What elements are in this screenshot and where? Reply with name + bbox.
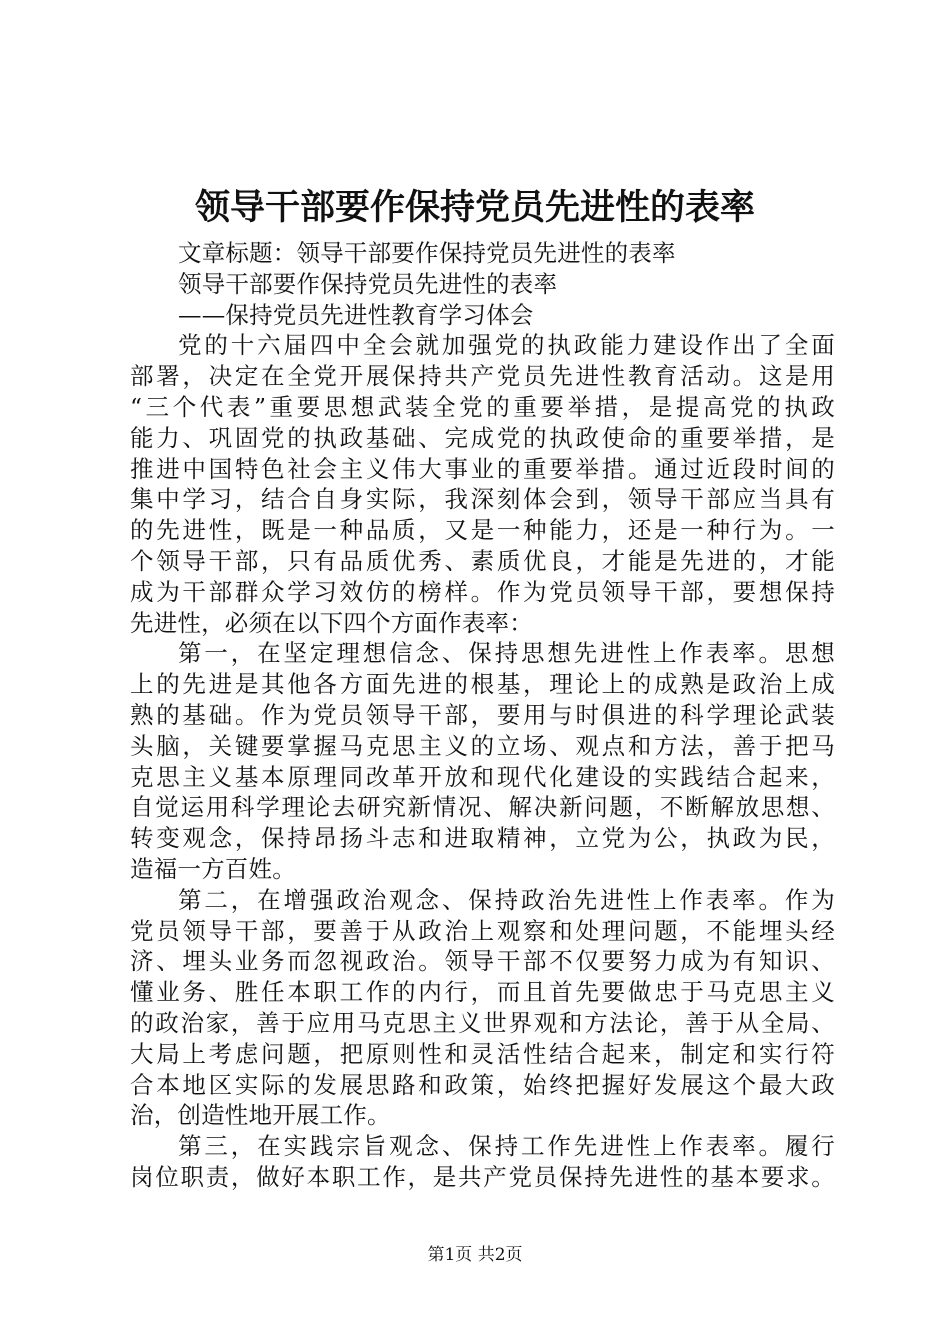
paragraph-line: 集中学习，结合自身实际，我深刻体会到，领导干部应当具有 [130, 485, 835, 514]
paragraph-line: 先进性，必须在以下四个方面作表率： [130, 608, 533, 637]
paragraph-line: 第二，在增强政治观念、保持政治先进性上作表率。作为 [178, 885, 835, 914]
paragraph-line: 上的先进是其他各方面先进的根基，理论上的成熟是政治上成 [130, 670, 835, 699]
header-line-article-title: 文章标题：领导干部要作保持党员先进性的表率 [178, 239, 676, 267]
paragraph-line: 济、埋头业务而忽视政治。领导干部不仅要努力成为有知识、 [130, 947, 835, 976]
paragraph-line: 合本地区实际的发展思路和政策，始终把握好发展这个最大政 [130, 1070, 835, 1099]
paragraph-line: 党员领导干部，要善于从政治上观察和处理问题，不能埋头经 [130, 916, 835, 945]
paragraph-line: 克思主义基本原理同改革开放和现代化建设的实践结合起来， [130, 762, 835, 791]
paragraph-line: 转变观念，保持昂扬斗志和进取精神，立党为公，执政为民， [130, 824, 835, 853]
paragraph-line: 治，创造性地开展工作。 [130, 1101, 391, 1130]
document-title: 领导干部要作保持党员先进性的表率 [194, 187, 755, 228]
paragraph-line: “三个代表”重要思想武装全党的重要举措，是提高党的执政 [130, 392, 835, 421]
paragraph-line: 大局上考虑问题，把原则性和灵活性结合起来，制定和实行符 [130, 1039, 835, 1068]
paragraph-line: 的先进性，既是一种品质，又是一种能力，还是一种行为。一 [130, 516, 835, 545]
paragraph-line: 推进中国特色社会主义伟大事业的重要举措。通过近段时间的 [130, 454, 835, 483]
paragraph-3 [130, 885, 835, 1131]
paragraph-1 [130, 330, 835, 638]
paragraph-line: 第一，在坚定理想信念、保持思想先进性上作表率。思想 [178, 639, 835, 668]
header-line-title: 领导干部要作保持党员先进性的表率 [178, 269, 558, 298]
document-body [130, 238, 835, 1193]
paragraph-4 [130, 1131, 835, 1193]
paragraph-line: 自觉运用科学理论去研究新情况、解决新问题，不断解放思想、 [130, 793, 835, 822]
paragraph-line: 的政治家，善于应用马克思主义世界观和方法论，善于从全局、 [130, 1008, 835, 1037]
paragraph-line: 岗位职责，做好本职工作，是共产党员保持先进性的基本要求。 [130, 1162, 835, 1191]
paragraph-2 [130, 638, 835, 884]
paragraph-line: 部署，决定在全党开展保持共产党员先进性教育活动。这是用 [130, 362, 835, 391]
paragraph-line: 个领导干部，只有品质优秀、素质优良，才能是先进的，才能 [130, 546, 835, 575]
paragraph-line: 熟的基础。作为党员领导干部，要用与时俱进的科学理论武装 [130, 700, 835, 729]
paragraph-line: 懂业务、胜任本职工作的内行，而且首先要做忠于马克思主义 [130, 978, 835, 1007]
paragraph-line: 成为干部群众学习效仿的榜样。作为党员领导干部，要想保持 [130, 577, 835, 606]
paragraph-line: 造福一方百姓。 [130, 854, 296, 883]
header-line-subtitle: ——保持党员先进性教育学习体会 [178, 300, 534, 329]
paragraph-line: 能力、巩固党的执政基础、完成党的执政使命的重要举措，是 [130, 423, 835, 452]
page-footer: 第1页 共2页 [427, 1245, 523, 1265]
paragraph-line: 党的十六届四中全会就加强党的执政能力建设作出了全面 [178, 331, 835, 360]
paragraph-line: 头脑，关键要掌握马克思主义的立场、观点和方法，善于把马 [130, 731, 835, 760]
paragraph-line: 第三，在实践宗旨观念、保持工作先进性上作表率。履行 [178, 1132, 835, 1161]
